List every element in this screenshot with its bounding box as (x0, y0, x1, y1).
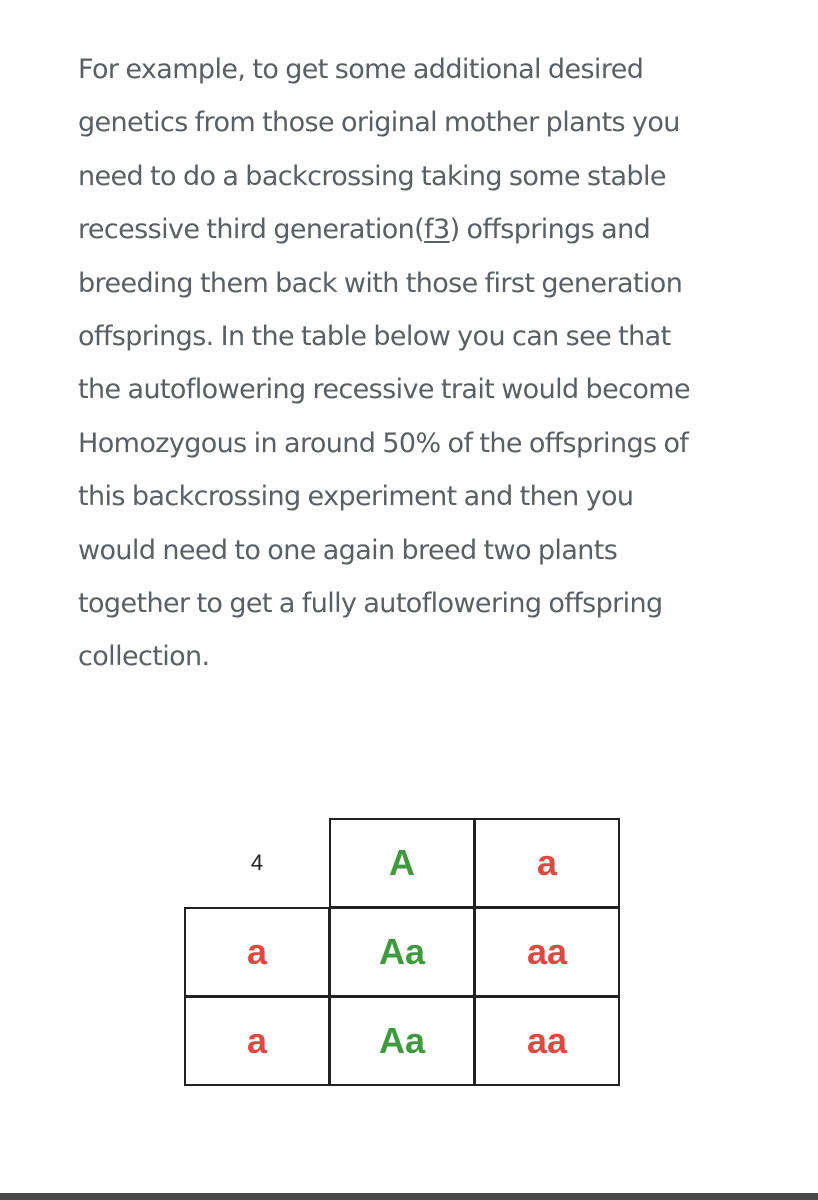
paragraph-line-with-link (78, 203, 778, 256)
punnett-square-table (184, 818, 622, 1088)
column-header-allele: A (329, 818, 475, 908)
paragraph-line: together to get a fully autoflowering offspring (78, 588, 663, 620)
genotype-cell: Aa (329, 907, 475, 997)
genotype-cell: aa (474, 996, 620, 1086)
row-header-allele: a (184, 907, 330, 997)
paragraph-line: For example, to get some additional desired (78, 54, 644, 85)
paragraph-text: ) offsprings and (449, 214, 651, 246)
corner-label: 4 (250, 850, 264, 875)
paragraph-line: need to do a backcrossing taking some stable (78, 160, 666, 192)
genotype-cell: Aa (329, 996, 475, 1086)
paragraph-line: would need to one again breed two plants (78, 534, 618, 566)
paragraph-text: recessive third generation( (78, 214, 425, 246)
f3-link[interactable]: f3 (424, 214, 450, 246)
bottom-bar (0, 1193, 818, 1200)
paragraph-line: the autoflowering recessive trait would become (78, 374, 690, 406)
article-paragraph (78, 43, 778, 684)
paragraph-line: breeding them back with those first generation (78, 267, 683, 299)
paragraph-line: Homozygous in around 50% of the offsprings of (78, 427, 689, 459)
paragraph-line: this backcrossing experiment and then you (78, 481, 634, 513)
genotype-cell: aa (474, 907, 620, 997)
paragraph-line: collection. (78, 641, 210, 673)
column-header-allele: a (474, 818, 620, 908)
paragraph-line: genetics from those original mother plants you (78, 107, 680, 139)
paragraph-line: offsprings. In the table below you can see that (78, 321, 671, 353)
row-header-allele: a (184, 996, 330, 1086)
